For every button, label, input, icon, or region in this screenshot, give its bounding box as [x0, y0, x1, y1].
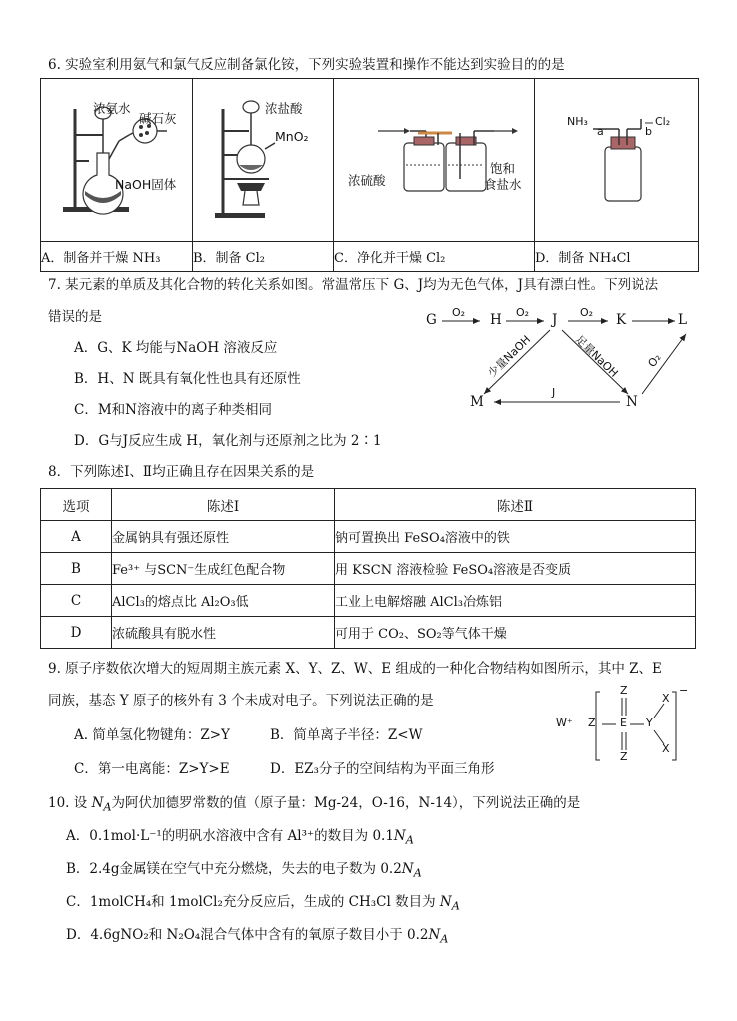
- q6-stem: 6. 实验室利用氨气和氯气反应制备氯化铵，下列实验装置和操作不能达到实验目的的是: [48, 57, 565, 73]
- q7-option-c: C．M和N溶液中的离子种类相同: [74, 402, 272, 418]
- q7-label-excess-naoh: 足量NaOH: [572, 332, 621, 380]
- q10-option-d-na: N: [428, 927, 441, 943]
- q8-header-statement1: 陈述Ⅰ: [112, 489, 335, 521]
- q8-row-b-s1: Fe³⁺ 与SCN⁻生成红色配合物: [112, 553, 335, 585]
- q9-option-a: A. 简单氢化物键角：Z>Y: [74, 727, 230, 743]
- q10-option-b-text: B．2.4g金属镁在空气中充分燃烧，失去的电子数为 0.2: [66, 861, 402, 877]
- q6c-label-brine-2: 食盐水: [484, 177, 522, 192]
- q6d-label-nh3: NH₃: [567, 115, 588, 128]
- q6-figure-d-drawing: [535, 79, 698, 237]
- q10-option-a-na-sub: A: [405, 833, 414, 847]
- q7-stem-line2: 错误的是: [48, 309, 102, 325]
- table-row: [41, 521, 696, 553]
- q6-figure-d: [535, 79, 699, 242]
- q9-structure-x-bottom: X: [662, 742, 670, 755]
- q7-label-few-naoh: 少量NaOH: [485, 332, 534, 380]
- q9-option-b: B．简单离子半径：Z<W: [270, 727, 423, 743]
- q8-row-a-s2: 钠可置换出 FeSO₄溶液中的铁: [335, 521, 696, 553]
- q9-structure-charge: −: [679, 684, 689, 697]
- q7-label-o2-3: O₂: [580, 306, 594, 319]
- q6a-label-naoh: NaOH固体: [115, 177, 177, 192]
- q6-figure-b: [193, 79, 334, 242]
- q8-row-c-option: C: [41, 585, 112, 617]
- q7-stem-line1: 7. 某元素的单质及其化合物的转化关系如图。常温常压下 G、J均为无色气体，J具有漂白性。下列说法: [48, 277, 659, 293]
- q10-stem-na: N: [91, 795, 104, 811]
- q7-node-j: J: [552, 312, 558, 328]
- q8-row-b-option: B: [41, 553, 112, 585]
- q9-structure-z-top: Z: [620, 684, 628, 697]
- q9-structure-x-top: X: [662, 692, 670, 705]
- q6-option-b: B．制备 Cl₂: [193, 242, 334, 272]
- q8-stem: 8．下列陈述Ⅰ、Ⅱ均正确且存在因果关系的是: [48, 464, 315, 480]
- q8-row-a-option: A: [41, 521, 112, 553]
- q10-option-b-na: N: [401, 861, 414, 877]
- q6c-label-h2so4: 浓硫酸: [348, 173, 386, 188]
- q9-structure: [556, 684, 696, 766]
- q8-row-d-s1: 浓硫酸具有脱水性: [112, 617, 335, 649]
- q10-option-b-na-sub: A: [413, 866, 422, 880]
- q10-option-b: [66, 860, 422, 883]
- q9-stem-line1: 9. 原子序数依次增大的短周期主族元素 X、Y、Z、W、E 组成的一种化合物结构如图所示，其中 Z、E: [48, 661, 662, 677]
- q10-option-a: [66, 827, 414, 850]
- q10-option-a-text: A．0.1mol·L⁻¹的明矾水溶液中含有 Al³⁺的数目为 0.1: [66, 828, 394, 844]
- q6-option-d: D．制备 NH₄Cl: [535, 242, 699, 272]
- q6d-label-b: b: [645, 125, 652, 138]
- q6-figure-a: [41, 79, 193, 242]
- q6-option-c: C．净化并干燥 Cl₂: [334, 242, 535, 272]
- q6-option-a: A．制备并干燥 NH₃: [41, 242, 193, 272]
- q7-label-o2-2: O₂: [516, 306, 530, 319]
- q8-table: [40, 488, 696, 649]
- q8-row-c-s1: AlCl₃的熔点比 Al₂O₃低: [112, 585, 335, 617]
- q9-option-c: C．第一电离能：Z>Y>E: [74, 761, 230, 777]
- q6a-label-sodalime: 碱石灰: [139, 111, 177, 126]
- q9-structure-z-bottom: Z: [620, 750, 628, 763]
- q6b-label-hcl: 浓盐酸: [265, 101, 303, 116]
- q10-stem: [48, 794, 580, 817]
- q8-row-c-s2: 工业上电解熔融 AlCl₃冶炼铝: [335, 585, 696, 617]
- q6b-label-mno2: MnO₂: [275, 129, 309, 144]
- q10-option-c-na: N: [439, 894, 452, 910]
- q9-stem-line2: 同族，基态 Y 原子的核外有 3 个未成对电子。下列说法正确的是: [48, 693, 434, 709]
- table-row: [41, 617, 696, 649]
- q9-structure-y: Y: [646, 716, 653, 729]
- q7-node-g: G: [426, 312, 437, 328]
- q6c-label-brine-1: 饱和: [490, 161, 516, 176]
- q6d-label-cl2: Cl₂: [655, 115, 671, 128]
- q6-figure-c-drawing: [334, 79, 534, 237]
- q6-figure-c: [334, 79, 535, 242]
- q6a-label-ammonia: 浓氨水: [93, 101, 131, 116]
- q7-option-d: D．G与J反应生成 H，氧化剂与还原剂之比为 2∶1: [74, 433, 382, 449]
- q10-option-c-text: C．1molCH₄和 1molCl₂充分反应后，生成的 CH₃Cl 数目为: [66, 894, 440, 910]
- q8-header-option: 选项: [41, 489, 112, 521]
- q7-option-a: A．G、K 均能与NaOH 溶液反应: [74, 340, 278, 356]
- q10-option-c: [66, 893, 460, 916]
- q7-node-h: H: [490, 312, 502, 328]
- q10-option-d: [66, 926, 448, 949]
- q7-option-b: B．H、N 既具有氧化性也具有还原性: [74, 371, 301, 387]
- q7-node-k: K: [616, 312, 627, 328]
- q10-stem-rest: 为阿伏加德罗常数的值（原子量：Mg-24，O-16，N-14），下列说法正确的是: [111, 795, 581, 811]
- q9-structure-w: W⁺: [556, 716, 573, 729]
- table-row: [41, 553, 696, 585]
- table-row: [41, 585, 696, 617]
- q8-row-d-option: D: [41, 617, 112, 649]
- q6-figure-b-drawing: [193, 79, 333, 237]
- q10-option-a-na: N: [393, 828, 406, 844]
- q8-header-row: [41, 489, 696, 521]
- q7-node-m: M: [470, 394, 484, 410]
- q7-label-o2-4: O₂: [645, 351, 664, 370]
- q10-stem-na-sub: A: [103, 800, 112, 814]
- q9-option-d: D．EZ₃分子的空间结构为平面三角形: [270, 761, 495, 777]
- q7-node-n: N: [626, 394, 638, 410]
- q10-stem-prefix: 10. 设: [48, 795, 92, 811]
- q8-row-a-s1: 金属钠具有强还原性: [112, 521, 335, 553]
- q7-transformation-diagram: [420, 300, 700, 415]
- q6-apparatus-table: [40, 78, 699, 272]
- q6d-label-a: a: [597, 125, 604, 138]
- q10-option-d-text: D．4.6gNO₂和 N₂O₄混合气体中含有的氧原子数目小于 0.2: [66, 927, 429, 943]
- q8-row-d-s2: 可用于 CO₂、SO₂等气体干燥: [335, 617, 696, 649]
- q7-label-o2-1: O₂: [452, 306, 466, 319]
- q7-label-j: J: [552, 386, 556, 399]
- q9-structure-z-left: Z: [588, 716, 596, 729]
- q7-node-l: L: [678, 312, 687, 328]
- q10-option-c-na-sub: A: [451, 899, 460, 913]
- q9-structure-e: E: [620, 716, 627, 729]
- q8-row-b-s2: 用 KSCN 溶液检验 FeSO₄溶液是否变质: [335, 553, 696, 585]
- q8-header-statement2: 陈述Ⅱ: [335, 489, 696, 521]
- q10-option-d-na-sub: A: [440, 932, 449, 946]
